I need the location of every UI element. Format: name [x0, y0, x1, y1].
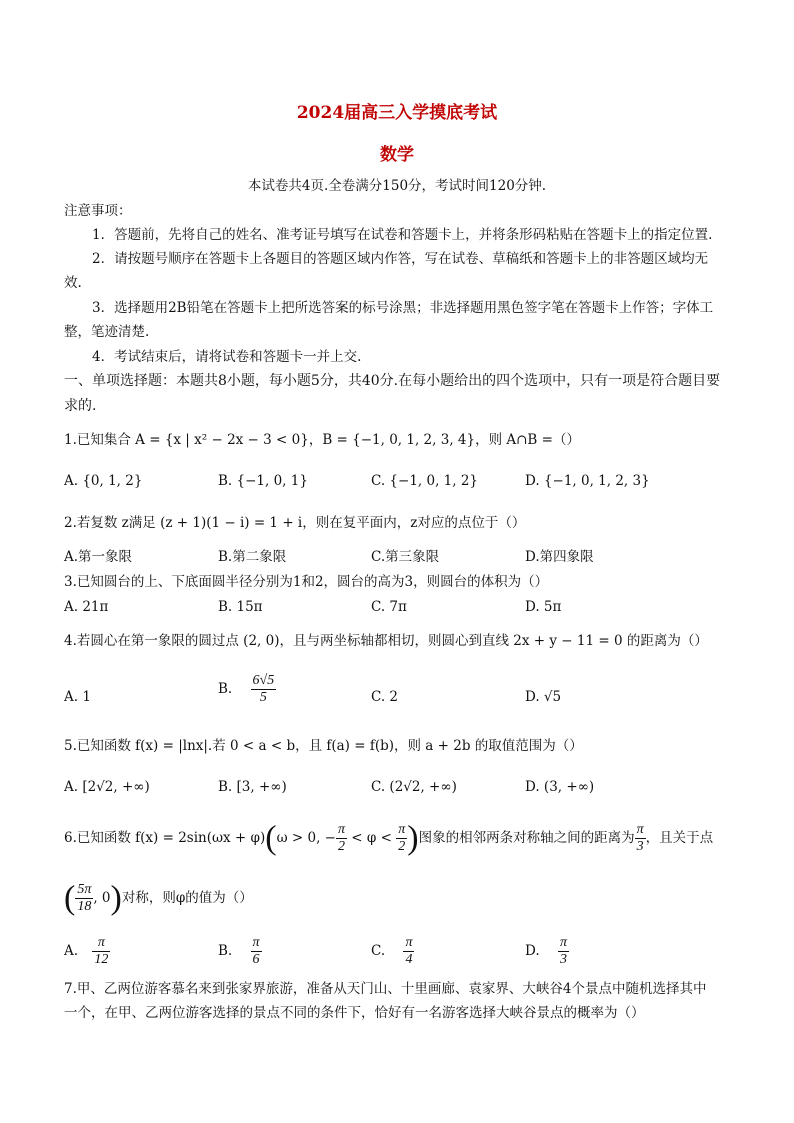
fraction-denominator: 3	[559, 952, 567, 967]
left-paren: (	[265, 819, 277, 857]
fraction-denominator: 3	[636, 839, 644, 854]
fraction-denominator: 12	[94, 952, 109, 967]
q3-option-a: A. 21π	[64, 599, 109, 615]
question-6	[64, 818, 713, 858]
right-paren: )	[110, 879, 122, 917]
exam-title: 2024届高三入学摸底考试	[296, 103, 498, 123]
question-5: 5.已知函数 f(x) = |lnx|.若 0 < a < b，且 f(a) = f(b)，则 a + 2b 的取值范围为（）	[64, 738, 583, 754]
fraction-numerator: π	[636, 822, 644, 837]
q6-half-pi-fraction-2	[396, 822, 407, 855]
q2-option-d: D.第四象限	[525, 549, 594, 565]
q3-option-c: C. 7π	[371, 599, 407, 615]
right-paren: )	[407, 819, 419, 857]
q6-option-b	[218, 935, 262, 968]
fraction-denominator: 6	[252, 952, 260, 967]
note-4: 4．考试结束后，请将试卷和答题卡一并上交.	[92, 349, 362, 365]
q4-option-d: D. √5	[525, 689, 562, 705]
q1-option-b: B. {−1, 0, 1}	[218, 473, 308, 489]
q5-option-a: A. [2√2, +∞)	[64, 779, 150, 795]
question-7: 7.甲、乙两位游客慕名来到张家界旅游，准备从天门山、十里画廊、袁家界、大峡谷4个景点中随机选择其中	[64, 981, 707, 997]
fraction-numerator: π	[405, 935, 413, 950]
q1-option-d: D. {−1, 0, 1, 2, 3}	[525, 473, 650, 489]
q6-option-a-fraction	[92, 935, 110, 968]
fraction-denominator: 2	[398, 839, 406, 854]
fraction-numerator: π	[252, 935, 260, 950]
q5-option-c: C. (2√2, +∞)	[371, 779, 457, 795]
fraction-denominator: 5	[259, 690, 267, 705]
q2-option-c: C.第三象限	[371, 549, 440, 565]
note-3: 3．选择题用2B铅笔在答题卡上把所选答案的标号涂黑；非选择题用黑色签字笔在答题卡上作答；字体工	[92, 300, 714, 316]
question-4: 4.若圆心在第一象限的圆过点 (2, 0)，且与两坐标轴都相切，则圆心到直线 2x + y − 11 = 0 的距离为（）	[64, 633, 708, 649]
question-7-cont: 一个，在甲、乙两位游客选择的景点不同的条件下，恰好有一名游客选择大峡谷景点的概率为（）	[64, 1005, 645, 1021]
q2-option-a: A.第一象限	[64, 549, 133, 565]
q6-option-b-label: B.	[218, 943, 233, 959]
q6-option-a-label: A.	[64, 943, 79, 959]
notes-heading: 注意事项：	[64, 203, 132, 219]
fraction-numerator: π	[398, 822, 406, 837]
question-3: 3.已知圆台的上、下底面圆半径分别为1和2，圆台的高为3，则圆台的体积为（）	[64, 574, 549, 590]
fraction-numerator: 5π	[77, 882, 92, 897]
q6-stem-end: 对称，则φ的值为（）	[121, 890, 253, 906]
q6-option-c-label: C.	[371, 943, 386, 959]
fraction-numerator: π	[559, 935, 567, 950]
q6-condition-mid: < φ <	[346, 830, 397, 846]
note-1: 1．答题前，先将自己的姓名、准考证号填写在试卷和答题卡上，并将条形码粘贴在答题卡上的指定位置.	[92, 227, 713, 243]
exam-intro: 本试卷共4页.全卷满分150分，考试时间120分钟.	[247, 178, 547, 194]
q4-option-b-fraction	[251, 673, 277, 706]
q2-option-b: B.第二象限	[218, 549, 287, 565]
note-3-cont: 整，笔迹清楚.	[64, 324, 150, 340]
fraction-denominator: 4	[405, 952, 413, 967]
fraction-numerator: π	[92, 935, 110, 952]
q6-option-a	[64, 935, 110, 968]
q4-option-a: A. 1	[64, 689, 91, 705]
q6-condition-start: ω > 0, −	[276, 830, 336, 846]
section-heading-cont: 求的.	[64, 398, 97, 414]
q6-function: 6.已知函数 f(x) = 2sin(ωx + φ)	[64, 830, 266, 846]
note-2-cont: 效.	[64, 275, 82, 291]
question-1: 1.已知集合 A = {x | x² − 2x − 3 < 0}，B = {−1, 0, 1, 2, 3, 4}，则 A∩B =（）	[64, 432, 580, 448]
q6-option-b-fraction	[251, 935, 262, 968]
q6-distance-fraction	[635, 822, 646, 855]
q6-option-d	[525, 935, 569, 968]
q3-option-b: B. 15π	[218, 599, 263, 615]
exam-subject: 数学	[380, 145, 414, 165]
q3-option-d: D. 5π	[525, 599, 562, 615]
q4-option-b	[218, 673, 276, 706]
q1-option-a: A. {0, 1, 2}	[64, 473, 143, 489]
section-heading: 一、单项选择题：本题共8小题，每小题5分，共40分.在每小题给出的四个选项中，只有一项是符合题目要	[64, 373, 721, 389]
fraction-denominator: 2	[337, 839, 345, 854]
q5-option-b: B. [3, +∞)	[218, 779, 287, 795]
q6-option-c-fraction	[403, 935, 414, 968]
q6-option-d-label: D.	[525, 943, 540, 959]
q6-option-d-fraction	[558, 935, 569, 968]
q6-half-pi-fraction	[336, 822, 347, 855]
q4-option-c: C. 2	[371, 689, 399, 705]
question-2: 2.若复数 z满足 (z + 1)(1 − i) = 1 + i，则在复平面内，z对应的点位于（）	[64, 515, 526, 531]
q6-point-tail: , 0	[93, 890, 111, 906]
q1-option-c: C. {−1, 0, 1, 2}	[371, 473, 479, 489]
q6-point-fraction	[75, 882, 93, 915]
q6-option-c	[371, 935, 414, 968]
question-6-cont	[64, 878, 253, 918]
q6-stem-middle: 图象的相邻两条对称轴之间的距离为	[418, 830, 635, 846]
q5-option-d: D. (3, +∞)	[525, 779, 595, 795]
fraction-numerator: 6√5	[252, 673, 275, 688]
q4-option-b-label: B.	[218, 681, 233, 697]
fraction-denominator: 18	[77, 899, 92, 914]
fraction-numerator: π	[337, 822, 345, 837]
left-paren: (	[64, 879, 76, 917]
q6-stem-tail: ，且关于点	[645, 830, 714, 846]
note-2: 2．请按题号顺序在答题卡上各题目的答题区域内作答，写在试卷、草稿纸和答题卡上的非答题区域均无	[92, 251, 709, 267]
